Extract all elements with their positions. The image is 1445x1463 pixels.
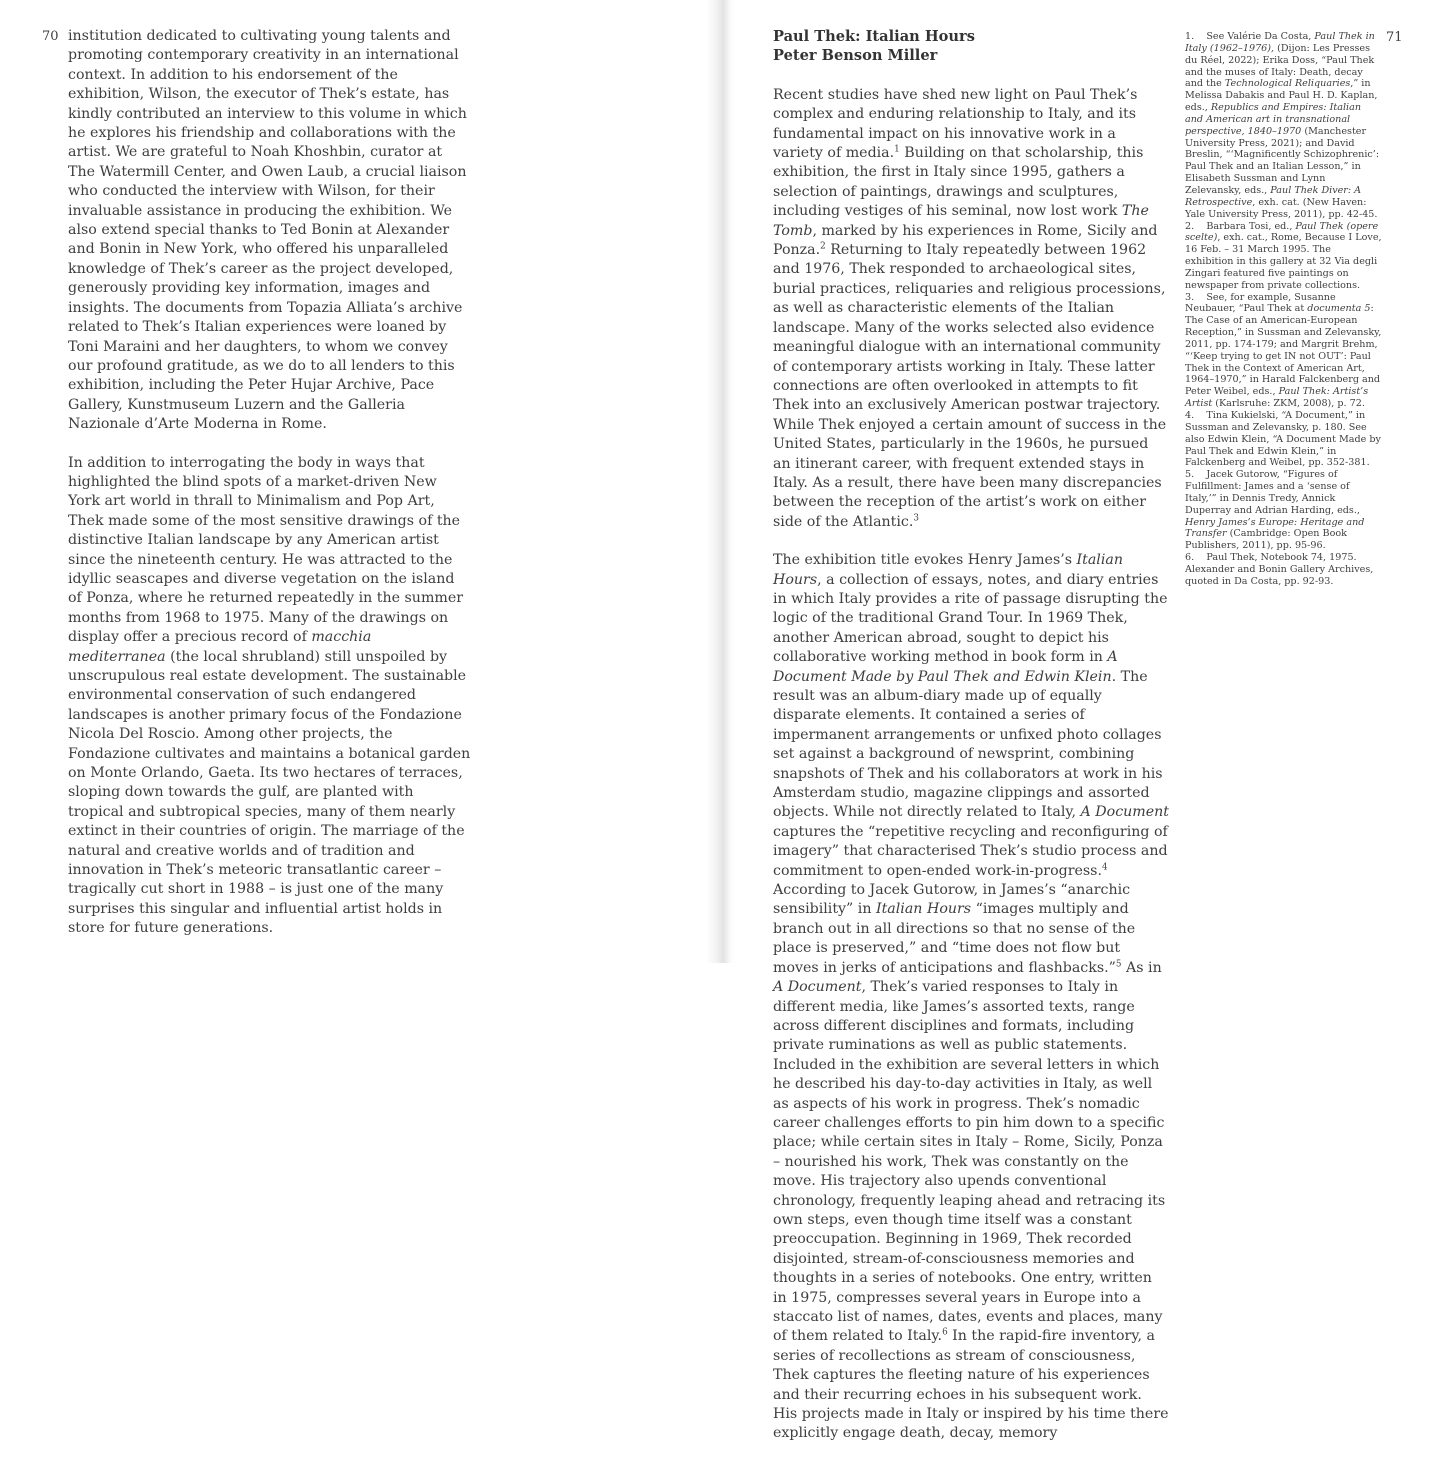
essay-paragraph-2: The exhibition title evokes Henry James’s Italian Hours, a collection of essays, notes, and diary entries in which Italy provides a rite of passage disrupting the logic of the traditional Grand Tour. In 1969 Thek, another American abroad, sought to depict his collaborative working method in book form in A Document Made by Paul Thek and Edwin Klein. The result was an album-diary made up of equally disparate elements. It contained a series of impermanent arrangements or unfixed photo collages set against a background of newsprint, combining snapshots of Thek and his collaborators at work in his Amsterdam studio, magazine clippings and assorted objects. While not directly related to Italy, A Document captures the “repetitive recycling and reconfiguring of imagery” that characterised Thek’s studio process and commitment to open-ended work-in-progress.$^4$ According to Jacek Gutorow, in James’s “anarchic sensibility” in Italian Hours “images multiply and branch out in all directions so that no sense of the place is preserved,” and “time does not flow but moves in jerks of anticipations and flashbacks.”$^5$ As in A Document, Thek’s varied responses to Italy in different media, like James’s assorted texts, range across different disciplines and formats, including private ruminations as well as public statements. Included in the exhibition are several letters in which he described his day-to-day activities in Italy, as well as aspects of his work in progress. Thek’s nomadic career challenges efforts to pin him down to a specific place; while certain sites in Italy – Rome, Sicily, Ponza – nourished his work, Thek was constantly on the move. His trajectory also upends conventional chronology, frequently leaping ahead and retracing its own steps, even though time itself was a constant preoccupation. Beginning in 1969, Thek recorded disjointed, stream-of-consciousness memories and thoughts in a series of notebooks. One entry, written in 1975, compresses several years in Europe into a staccato list of names, dates, events and places, many of them related to Italy.$^6$ In the rapid-fire inventory, a series of recollections as stream of consciousness, Thek captures the fleeting nature of his experiences and their recurring echoes in his subsequent work. His projects made in Italy or inspired by his time there explicitly engage death, decay, memory (773, 552, 1169, 1442)
right-page-number: 71 (1386, 30, 1403, 45)
left-paragraph-2: In addition to interrogating the body in ways that highlighted the blind spots of a market-driven New York art world in thrall to Minimalism and Pop Art, Thek made some of the most sensitive drawings of the distinctive Italian landscape by any American artist since the nineteenth century. He was attracted to the idyllic seascapes and diverse vegetation on the island of Ponza, where he returned repeatedly in the summer months from 1968 to 1975. Many of the drawings on display offer a precious record of macchia mediterranea (the local shrubland) still unspoiled by unscrupulous real estate development. The sustainable environmental conservation of such endangered landscapes is another primary focus of the Fondazione Nicola Del Roscio. Among other projects, the Fondazione cultivates and maintains a botanical garden on Monte Orlando, Gaeta. Its two hectares of terraces, sloping down towards the gulf, are planted with tropical and subtropical species, many of them nearly extinct in their countries of origin. The marriage of the natural and creative worlds and of tradition and innovation in Thek’s meteoric transatlantic career – tragically cut short in 1988 – is just one of the many surprises this singular and influential artist holds in store for future generations. (68, 454, 471, 937)
essay-title: Paul Thek: Italian Hours (773, 28, 975, 45)
left-page-text-column (68, 27, 472, 958)
essay-author: Peter Benson Miller (773, 47, 938, 65)
footnote-3: 3. See, for example, Susanne Neubauer, “Paul Thek at documenta 5: The Case of an American-European Reception,” in Sussman and Zelevansky, 2011, pp. 174-179; and Margrit Brehm, “‘Keep trying to get IN not OUT’: Paul Thek in the Context of American Art, 1964–1970,” in Harald Falckenberg and Peter Weibel, eds., Paul Thek: Artist’s Artist (Karlsruhe: ZKM, 2008), p. 72. (1185, 291, 1382, 410)
footnote-2: 2. Barbara Tosi, ed., Paul Thek (opere scelte), exh. cat., Rome, Because I Love, 16 Feb. – 31 March 1995. The exhibition in this gallery at 32 Via degli Zingari featured five paintings on newspaper from private collections. (1185, 220, 1382, 291)
left-paragraph-1: institution dedicated to cultivating young talents and promoting contemporary creativity in an international context. In addition to his endorsement of the exhibition, Wilson, the executor of Thek’s estate, has kindly contributed an interview to this volume in which he explores his friendship and collaborations with the artist. We are grateful to Noah Khoshbin, curator at The Watermill Center, and Owen Laub, a crucial liaison who conducted the interview with Wilson, for their invaluable assistance in producing the exhibition. We also extend special thanks to Ted Bonin at Alexander and Bonin in New York, who offered his unparalleled knowledge of Thek’s career as the project developed, generously providing key information, images and insights. The documents from Topazia Alliata’s archive related to Thek’s Italian experiences were loaned by Toni Maraini and her daughters, to whom we convey our profound gratitude, as we do to all lenders to this exhibition, including the Peter Hujar Archive, Pace Gallery, Kunstmuseum Luzern and the Galleria Nazionale d’Arte Moderna in Rome. (68, 28, 467, 433)
footnote-5: 5. Jacek Gutorow, “Figures of Fulfillment: James and a ‘sense of Italy,’” in Dennis Tredy, Annick Duperray and Adrian Harding, eds., Henry James’s Europe: Heritage and Transfer (Cambridge: Open Book Publishers, 2011), pp. 95-96. (1185, 469, 1365, 552)
right-page-text-column (773, 27, 1169, 1463)
footnote-6: 6. Paul Thek, Notebook 74, 1975. Alexander and Bonin Gallery Archives, quoted in Da Costa, pp. 92-93. (1185, 552, 1374, 587)
essay-paragraph-1: Recent studies have shed new light on Paul Thek’s complex and enduring relationship to Italy, and its fundamental impact on his innovative work in a variety of media.$^1$ Building on that scholarship, this exhibition, the first in Italy since 1995, gathers a selection of paintings, drawings and sculptures, including vestiges of his seminal, now lost work The Tomb, marked by his experiences in Rome, Sicily and Ponza.$^2$ Returning to Italy repeatedly between 1962 and 1976, Thek responded to archaeological sites, burial practices, reliquaries and religious processions, as well as characteristic elements of the Italian landscape. Many of the works selected also evidence meaningful dialogue with an international community of contemporary artists working in Italy. These latter connections are often overlooked in attempts to fit Thek into an exclusively American postwar trajectory. While Thek enjoyed a certain amount of success in the United States, particularly in the 1960s, he pursued an itinerant career, with frequent extended stays in Italy. As a result, there have been many discrepancies between the reception of the artist’s work on either side of the Atlantic.$^3$ (773, 86, 1167, 530)
page-gutter-shadow (706, 0, 736, 963)
footnotes-column (1185, 31, 1382, 588)
footnote-1: 1. See Valérie Da Costa, Paul Thek in Italy (1962–1976), (Dijon: Les Presses du Réel, 2022); Erika Doss, “Paul Thek and the muses of Italy: Death, decay and the Technological Reliquaries,” in Melissa Dabakis and Paul H. D. Kaplan, eds., Republics and Empires: Italian and American art in transnational perspective, 1840–1970 (Manchester University Press, 2021); and David Breslin, “‘Magnificently Schizophrenic’: Paul Thek and an Italian Lesson,” in Elisabeth Sussman and Lynn Zelevansky, eds., Paul Thek Diver: A Retrospective, exh. cat. (New Haven: Yale University Press, 2011), pp. 42-45. (1185, 31, 1380, 220)
left-page-number: 70 (42, 29, 59, 44)
footnote-4: 4. Tina Kukielski, “A Document,” in Sussman and Zelevansky, p. 180. See also Edwin Klein, “A Document Made by Paul Thek and Edwin Klein,” in Falckenberg and Weibel, pp. 352-381. (1185, 410, 1381, 469)
